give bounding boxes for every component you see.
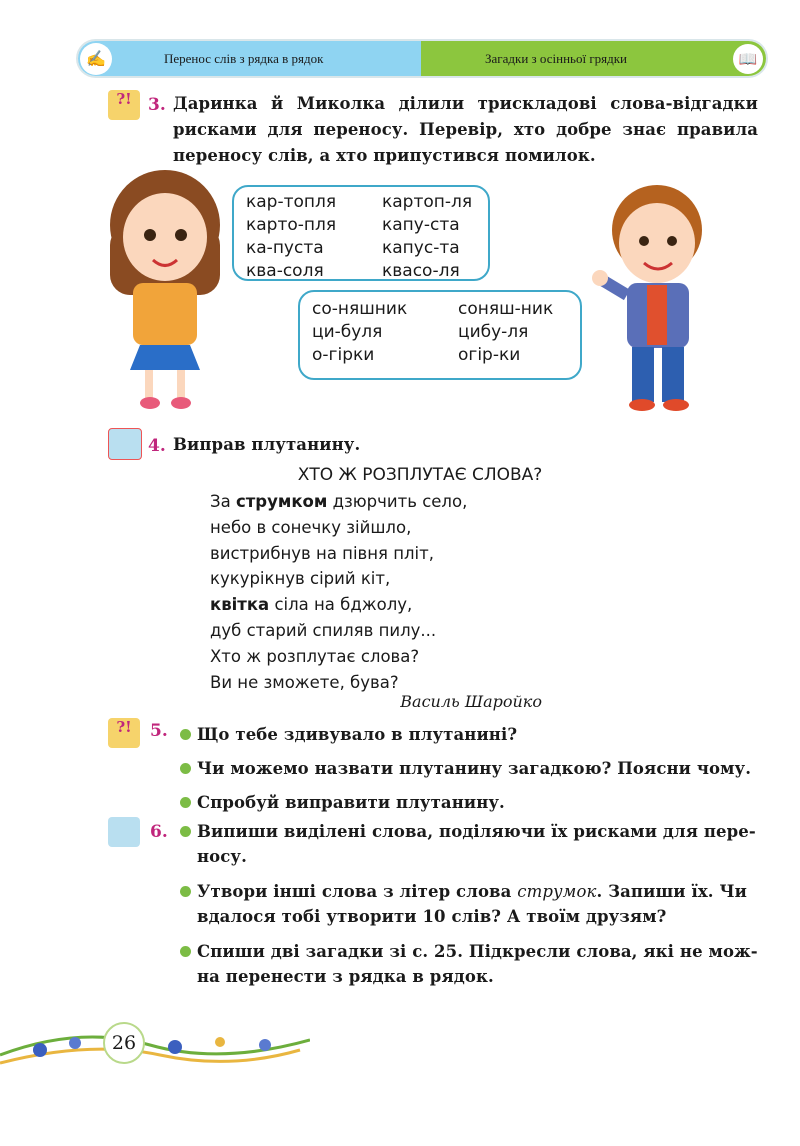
poem-text: дуб старий спиляв пилу... xyxy=(210,620,437,640)
poem-text: сіла на бджолу, xyxy=(269,595,413,615)
list-item xyxy=(180,786,751,820)
girl-speech-bubble xyxy=(232,185,490,281)
item-text: Спиши дві загадки зі с. 25. Підкресли слова, які не мож- xyxy=(197,942,758,961)
section-title: Перенос слів з рядка в рядок xyxy=(164,50,324,66)
list-item xyxy=(180,879,758,929)
word: карто-пля xyxy=(246,215,337,235)
item-text: на перенести з рядка в рядок. xyxy=(197,967,494,986)
poem-text: кукурікнув сірий кіт, xyxy=(210,569,391,589)
poem-text: дзюрчить село, xyxy=(327,492,468,511)
poem-line xyxy=(210,618,467,644)
task-number: 3. xyxy=(148,95,166,115)
bullet-icon xyxy=(180,886,191,897)
poem-author: Василь Шаройко xyxy=(400,692,542,711)
item-text: Спробуй виправити плутанину. xyxy=(197,793,505,812)
poem-title: ХТО Ж РОЗПЛУТАЄ СЛОВА? xyxy=(297,465,543,485)
poem-text: Хто ж розплутає слова? xyxy=(210,646,420,666)
poem-text: небо в сонечку зійшло, xyxy=(210,517,412,537)
riddle-icon: ?! xyxy=(108,718,140,748)
item-text: Випиши виділені слова, поділяючи їх рисками для пере- xyxy=(197,822,756,841)
book-icon: 📖 xyxy=(733,44,763,74)
word: соняш-ник xyxy=(458,299,554,319)
task-number: 6. xyxy=(150,822,168,842)
word: квасо-ля xyxy=(382,261,460,281)
header-left xyxy=(78,41,421,76)
item-text: Що тебе здивувало в плутанині? xyxy=(197,725,518,744)
word: цибу-ля xyxy=(458,322,529,342)
item-text: . Запиши їх. Чи xyxy=(596,882,747,901)
word: кар-топля xyxy=(246,192,337,212)
word: ква-соля xyxy=(246,261,324,281)
word: картоп-ля xyxy=(382,192,473,212)
list-item xyxy=(180,752,751,786)
task-number: 4. xyxy=(148,436,166,456)
bullet-icon xyxy=(180,729,191,740)
word: капус-та xyxy=(382,238,460,258)
page-number: 26 xyxy=(103,1022,145,1064)
girl-illustration xyxy=(105,165,230,415)
task-text: Даринка й Миколка ділили трискладові слова-відгадки рисками для переносу. Перевір, хто добре знає правила переносу слів, а хто припустився помилок. xyxy=(173,94,758,165)
header-right xyxy=(421,41,766,76)
task6-list xyxy=(180,819,758,989)
bullet-icon xyxy=(180,826,191,837)
list-item xyxy=(180,718,751,752)
item-text: Утвори інші слова з літер слова xyxy=(197,882,518,901)
pen-icon: ✍ xyxy=(80,43,112,75)
bullet-icon xyxy=(180,797,191,808)
poem-text: За xyxy=(210,492,236,511)
poem-text: Ви не зможете, бува? xyxy=(210,672,399,692)
riddle-icon: ?! xyxy=(108,90,140,120)
highlighted-word: струмок xyxy=(517,882,597,901)
item-text: носу. xyxy=(197,847,247,866)
floral-decoration xyxy=(0,1015,310,1075)
word: огір-ки xyxy=(458,345,521,365)
poem xyxy=(210,489,467,695)
poem-line xyxy=(210,644,467,670)
word: о-гірки xyxy=(312,345,375,365)
reading-icon xyxy=(108,428,142,460)
writing-icon xyxy=(108,817,140,847)
task-number: 5. xyxy=(150,721,168,741)
poem-text: вистрибнув на півня пліт, xyxy=(210,543,434,563)
highlighted-word: струмком xyxy=(235,492,328,511)
page-header xyxy=(78,41,766,76)
word: капу-ста xyxy=(382,215,460,235)
word: ци-буля xyxy=(312,322,383,342)
task-text: Виправ плутанину. xyxy=(173,435,361,454)
poem-line xyxy=(210,541,467,567)
bullet-icon xyxy=(180,946,191,957)
bullet-icon xyxy=(180,763,191,774)
boy-illustration xyxy=(592,175,727,415)
highlighted-word: квітка xyxy=(210,595,270,615)
poem-line xyxy=(210,515,467,541)
poem-line xyxy=(210,566,467,592)
word: со-няшник xyxy=(312,299,408,319)
list-item xyxy=(180,939,758,989)
chapter-title: Загадки з осінньої грядки xyxy=(485,50,628,66)
task5-list xyxy=(180,718,751,820)
poem-line xyxy=(210,592,467,618)
item-text: вдалося тобі утворити 10 слів? А твоїм друзям? xyxy=(197,907,667,926)
poem-line xyxy=(210,489,467,515)
list-item xyxy=(180,819,758,869)
word: ка-пуста xyxy=(246,238,324,258)
boy-speech-bubble xyxy=(298,290,582,380)
item-text: Чи можемо назвати плутанину загадкою? Поясни чому. xyxy=(197,759,752,778)
